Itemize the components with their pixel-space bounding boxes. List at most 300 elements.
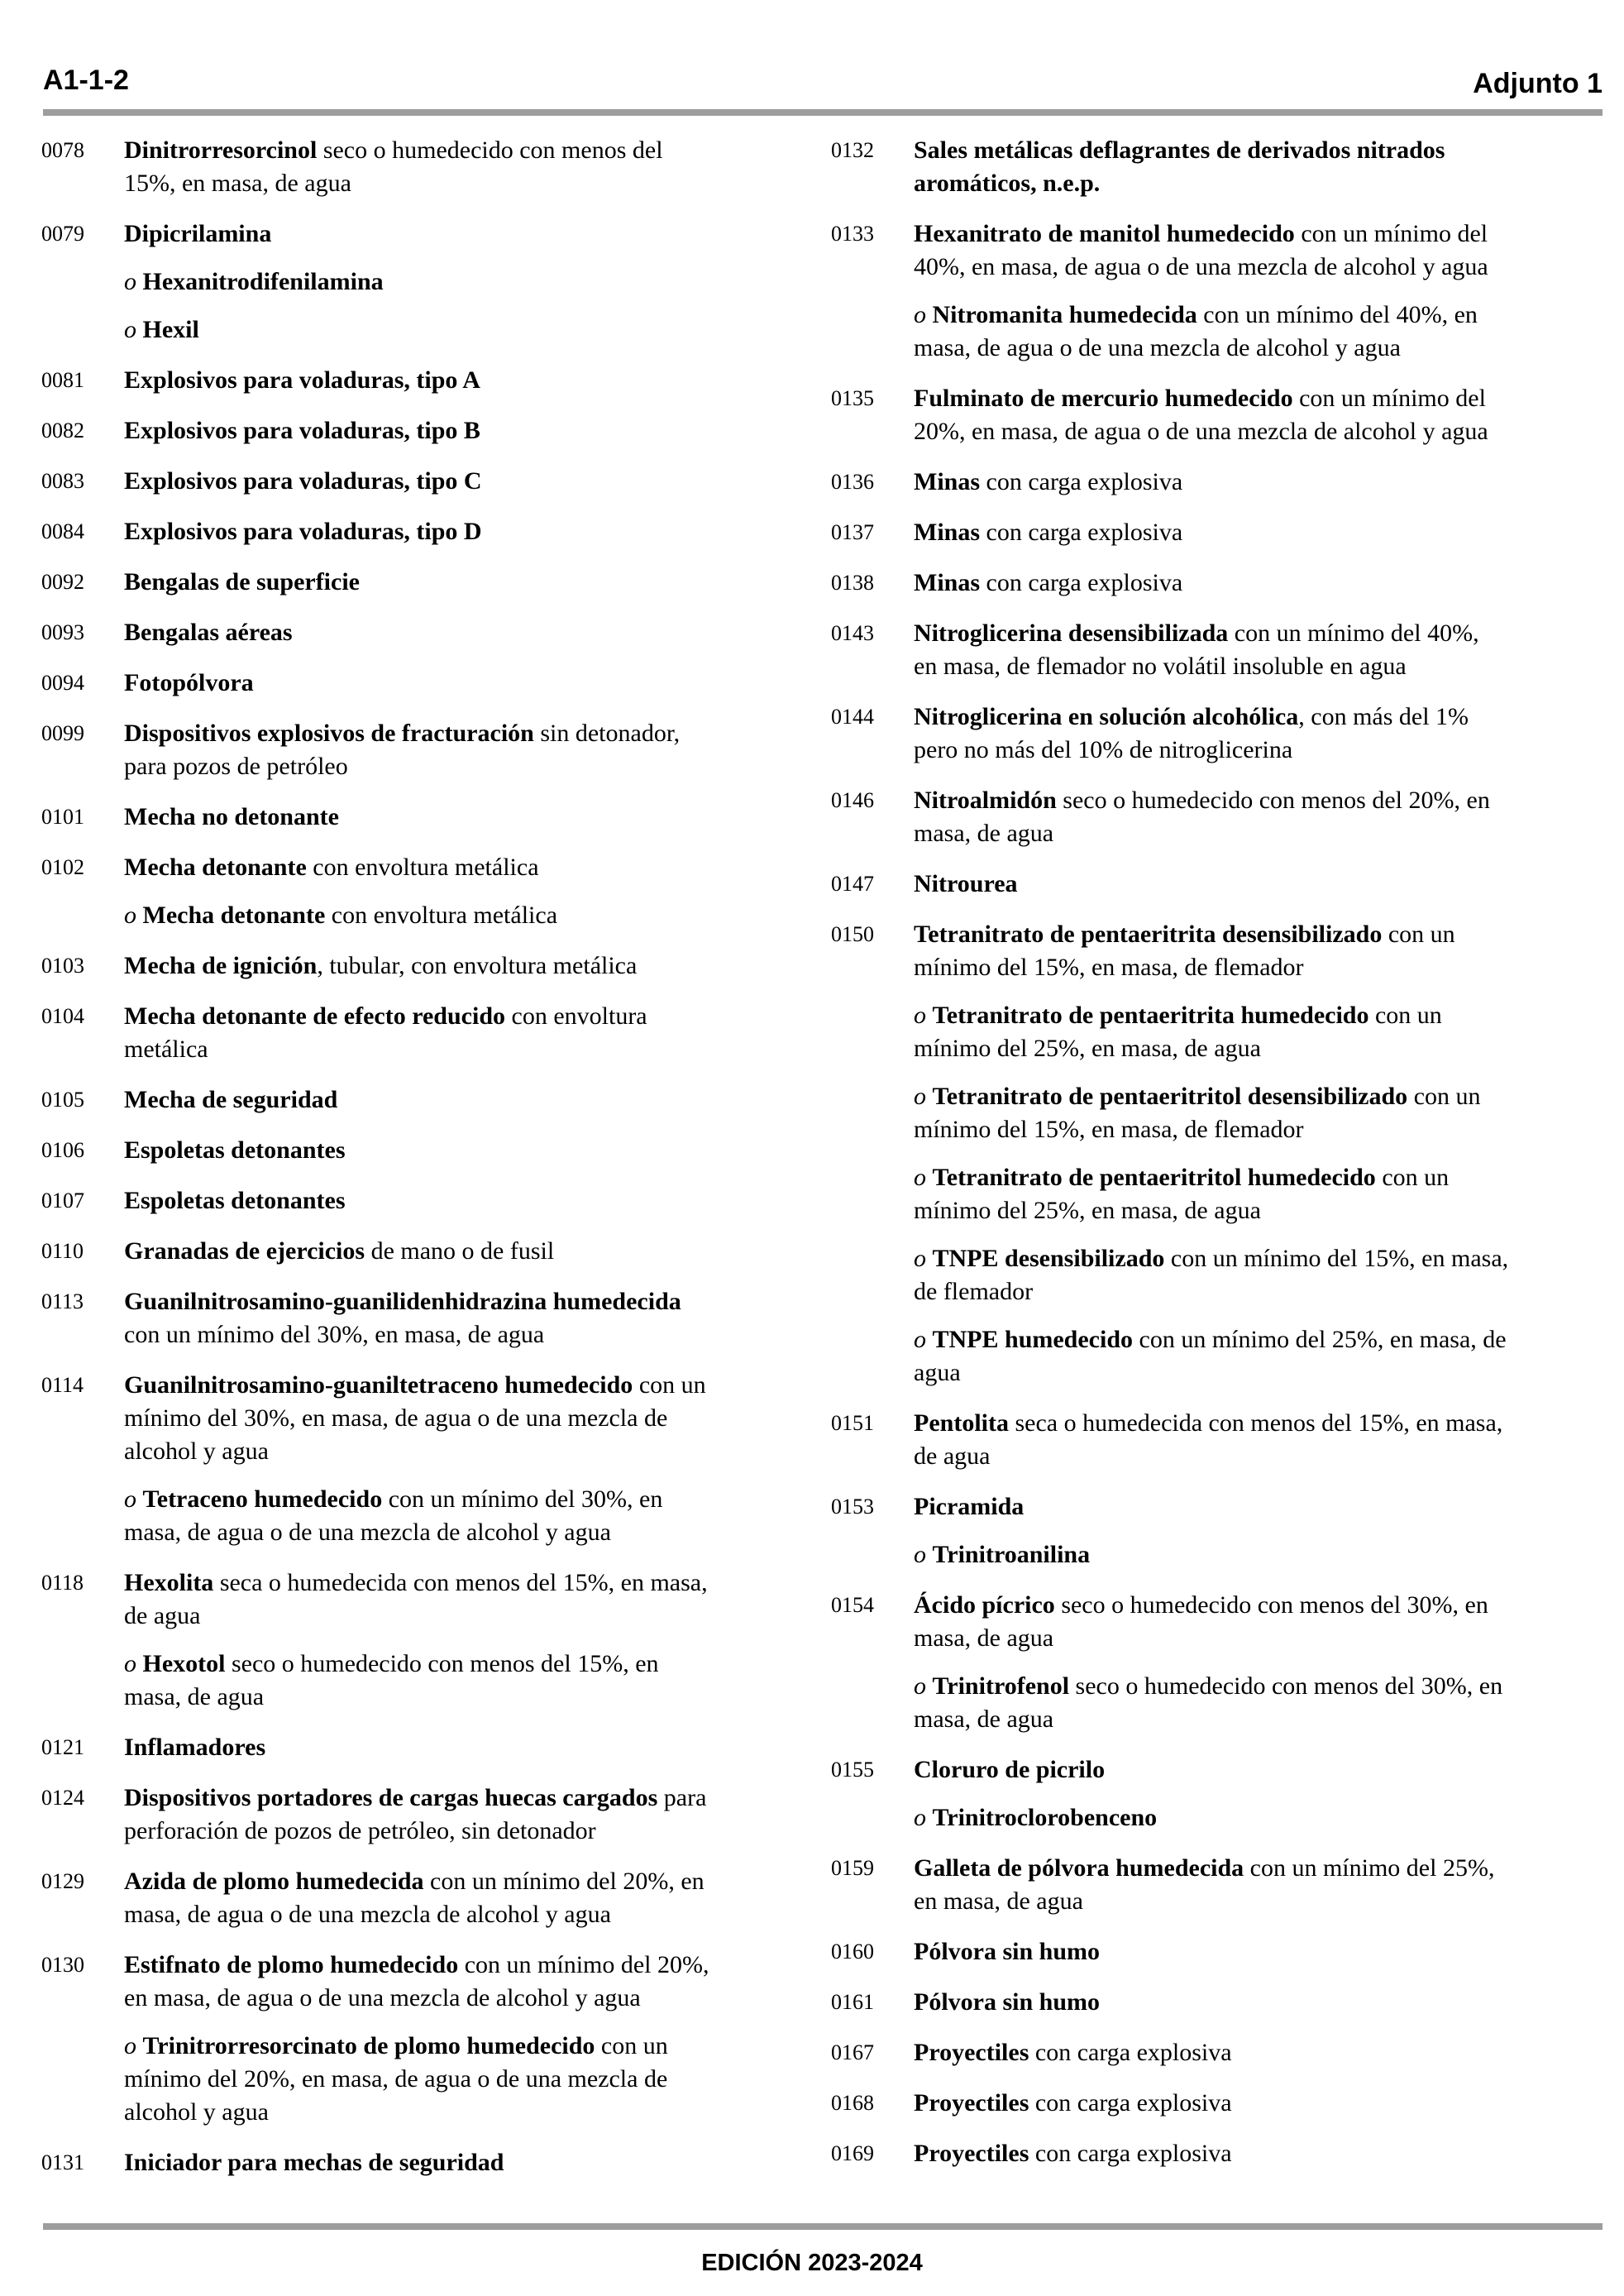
substance-description: con un mínimo del 20%, [458,1951,709,1978]
entry-body [914,1753,1592,1834]
un-number: 0167 [831,2040,874,2064]
substance-description: 40%, en masa, de agua o de una mezcla de alcohol y agua [914,253,1488,280]
substance-description: masa, de agua [914,1705,1054,1733]
entry-line [124,2096,794,2129]
substance-description: con un mínimo del 30%, en [382,1485,663,1513]
appendix-label: Adjunto 1 [1473,68,1603,99]
entry-line [914,1538,1592,1571]
un-number: 0099 [41,721,84,745]
substance-description: con un [595,2032,668,2059]
un-entry [41,1949,794,2129]
un-entry [831,2087,1592,2120]
substance-description: de agua [124,1602,201,1629]
entry-line [914,299,1592,332]
entry-line [124,2030,794,2063]
substance-description: en masa, de agua o de una mezcla de alcohol y agua [124,1984,641,2011]
entry-line [124,1567,794,1600]
un-number: 0160 [831,1940,874,1964]
substance-description: metálica [124,1036,208,1063]
un-number: 0168 [831,2091,874,2115]
entry-line [124,1865,794,1898]
un-entry [831,1852,1592,1918]
un-number: 0082 [41,419,84,442]
substance-name: Mecha detonante [142,902,326,929]
substance-name: Tetranitrato de pentaeritrita desensibilizado [914,921,1383,948]
entry-body [124,1949,794,2129]
entry-line [914,918,1592,951]
substance-description: con envoltura metálica [325,902,558,929]
left-column [41,134,794,2197]
un-number: 0136 [831,470,874,494]
entry-line [914,415,1592,448]
un-entry [41,1184,794,1217]
entry-body [124,566,794,599]
substance-description: en masa, de agua [914,1887,1083,1915]
substance-name: Ácido pícrico [914,1591,1055,1619]
entry-line [914,382,1592,415]
alternative-marker: o [914,301,933,328]
entry-line [914,617,1592,650]
entry-body [124,414,794,447]
alternative-name [914,1161,1592,1227]
entry-line [124,1235,794,1268]
entry-line [914,516,1592,549]
entry-line [914,332,1592,365]
entry-line [124,1815,794,1848]
un-entry [831,868,1592,901]
edition-footer: EDICIÓN 2023-2024 [701,2250,923,2276]
entry-body [124,515,794,548]
entry-line [124,265,794,299]
substance-name: Tetranitrato de pentaeritritol humedecido [932,1164,1376,1191]
un-number: 0121 [41,1735,84,1759]
entry-line [124,313,794,347]
un-entry [831,516,1592,549]
un-number: 0137 [831,520,874,544]
entry-line [914,1356,1592,1390]
alternative-name [124,313,794,347]
substance-name: Estifnato de plomo humedecido [124,1951,459,1978]
entry-line [914,1275,1592,1308]
entry-line [124,1982,794,2015]
entry-body [124,616,794,649]
un-entry [41,566,794,599]
substance-description: sin detonador, [533,720,681,747]
entry-body [914,466,1592,499]
entry-body [124,1235,794,1268]
entry-line [914,567,1592,600]
un-number: 0132 [831,138,874,162]
entry-body [914,918,1592,1390]
substance-name: Trinitroclorobenceno [932,1804,1158,1831]
un-number: 0101 [41,805,84,829]
entry-line [124,899,794,932]
substance-description: con un mínimo del 15%, en masa, [1164,1245,1509,1272]
entry-line [124,566,794,599]
substance-name: Explosivos para voladuras, tipo B [124,417,480,444]
section-code: A1-1-2 [43,65,129,96]
substance-description: con carga explosiva [1029,2039,1232,2066]
entry-body [124,1285,794,1351]
un-entry [41,414,794,447]
substance-description: seca o humedecida con menos del 15%, en masa, [1008,1409,1503,1437]
substance-description: seco o humedecido con menos del 30%, en [1054,1591,1488,1619]
substance-name: Explosivos para voladuras, tipo C [124,467,482,495]
substance-description: con carga explosiva [980,569,1183,596]
entry-line [124,414,794,447]
un-entry [831,382,1592,448]
entry-line [914,1440,1592,1473]
substance-name: Minas [914,519,981,546]
entry-line [914,1323,1592,1356]
entry-body [124,218,794,347]
entry-body [914,1490,1592,1571]
substance-description: masa, de agua [914,1624,1054,1652]
substance-name: Explosivos para voladuras, tipo A [124,366,480,394]
alternative-marker: o [124,2032,143,2059]
entry-line [914,2036,1592,2069]
alternative-marker: o [124,902,143,929]
alternative-name [124,899,794,932]
substance-description: mínimo del 25%, en masa, de agua [914,1197,1261,1224]
substance-description: con un mínimo del 20%, en [423,1868,705,1895]
substance-name: Dispositivos explosivos de fracturación [124,720,534,747]
substance-name: Dipicrilamina [124,220,272,247]
un-entry [831,784,1592,850]
un-entry [41,1731,794,1764]
un-entry [41,851,794,932]
alternative-marker: o [914,1326,933,1353]
substance-description: para [657,1784,707,1811]
substance-name: Hexotol [142,1650,226,1677]
substance-description: con carga explosiva [1029,2089,1232,2117]
substance-name: Fotopólvora [124,669,254,696]
substance-description: seco o humedecido con menos del [317,136,663,164]
substance-name: Mecha de ignición [124,952,318,979]
entry-line [124,1184,794,1217]
entry-body [124,1731,794,1764]
un-entry [41,134,794,200]
un-number: 0103 [41,954,84,978]
entry-line [914,1407,1592,1440]
substance-name: Pólvora sin humo [914,1988,1101,2016]
entry-line [124,2146,794,2179]
entry-body [914,2137,1592,2170]
entry-line [124,1435,794,1468]
substance-description: seco o humedecido con menos del 20%, en [1056,787,1490,814]
un-entry [41,717,794,783]
substance-name: Nitromanita humedecida [932,301,1197,328]
entry-line [914,1622,1592,1655]
substance-name: Explosivos para voladuras, tipo D [124,518,482,545]
substance-description: 15%, en masa, de agua [124,170,351,197]
un-number: 0143 [831,621,874,645]
substance-description: con un [633,1371,706,1399]
entry-line [124,218,794,251]
entry-body [124,717,794,783]
substance-description: con un [1407,1083,1481,1110]
entry-line [914,251,1592,284]
substance-name: Dinitrorresorcinol [124,136,318,164]
substance-description: con envoltura [505,1002,647,1030]
substance-name: Hexanitrato de manitol humedecido [914,220,1295,247]
substance-description: con carga explosiva [980,519,1183,546]
alternative-marker: o [914,1804,933,1831]
entry-line [914,701,1592,734]
un-number: 0124 [41,1786,84,1810]
entry-line [124,1083,794,1117]
substance-name: Espoletas detonantes [124,1136,346,1164]
un-entry [831,1986,1592,2019]
entry-body [914,382,1592,448]
substance-description: con carga explosiva [980,468,1183,495]
entry-body [914,701,1592,767]
un-number: 0131 [41,2150,84,2174]
substance-description: con un [1382,921,1455,948]
entry-line [914,1852,1592,1885]
entry-line [124,1000,794,1033]
substance-description: 20%, en masa, de agua o de una mezcla de alcohol y agua [914,418,1488,445]
substance-name: Hexanitrodifenilamina [142,268,384,295]
entry-line [124,1949,794,1982]
substance-description: con carga explosiva [1029,2140,1232,2167]
entry-line [124,1600,794,1633]
substance-name: Hexolita [124,1569,214,1596]
entry-body [914,134,1592,200]
entry-line [914,1242,1592,1275]
un-number: 0154 [831,1593,874,1617]
substance-description: mínimo del 25%, en masa, de agua [914,1035,1261,1062]
substance-description: seco o humedecido con menos del 15%, en [225,1650,659,1677]
un-number: 0155 [831,1758,874,1782]
substance-name: Nitroalmidón [914,787,1057,814]
substance-name: Trinitroanilina [932,1541,1091,1568]
alternative-marker: o [914,1541,933,1568]
alternative-name [124,1648,794,1714]
un-number: 0151 [831,1411,874,1435]
entry-body [914,1852,1592,1918]
substance-name: Cloruro de picrilo [914,1756,1106,1783]
substance-description: para pozos de petróleo [124,753,348,780]
entry-body [124,1184,794,1217]
entry-body [124,2146,794,2179]
substance-description: con un [1368,1002,1442,1029]
header-divider [43,109,1603,116]
entry-body [124,1369,794,1549]
un-entry [831,2137,1592,2170]
entry-body [124,1000,794,1066]
alternative-name [914,1242,1592,1308]
substance-description: con un mínimo del 40%, en [1197,301,1478,328]
entry-body [914,784,1592,850]
substance-description: agua [914,1359,961,1386]
footer-divider [43,2223,1603,2230]
substance-name: Nitroglicerina en solución alcohólica [914,703,1299,730]
un-entry [41,515,794,548]
substance-description: con un mínimo del [1292,385,1486,412]
alternative-marker: o [124,1485,143,1513]
un-number: 0118 [41,1571,84,1595]
substance-description: con un mínimo del 40%, [1228,619,1479,647]
substance-name: aromáticos, n.e.p. [914,170,1101,197]
un-entry [41,2146,794,2179]
un-number: 0078 [41,138,84,162]
entry-line [914,2137,1592,2170]
entry-line [124,1483,794,1516]
substance-description: mínimo del 30%, en masa, de agua o de una mezcla de [124,1404,668,1432]
un-entry [831,567,1592,600]
substance-name: Picramida [914,1493,1025,1520]
un-entry [831,466,1592,499]
un-entry [831,1753,1592,1834]
substance-name: Granadas de ejercicios [124,1237,365,1265]
substance-description: seca o humedecida con menos del 15%, en masa, [213,1569,708,1596]
un-entry [41,218,794,347]
un-entry [831,1490,1592,1571]
entry-line [914,1885,1592,1918]
alternative-marker: o [124,316,143,343]
substance-name: Tetranitrato de pentaeritritol desensibilizado [932,1083,1408,1110]
entry-body [914,218,1592,365]
entry-body [914,1935,1592,1968]
entry-line [124,851,794,884]
substance-name: Pólvora sin humo [914,1938,1101,1965]
entry-line [914,1194,1592,1227]
entry-line [124,1681,794,1714]
un-entry [831,918,1592,1390]
entry-line [124,1516,794,1549]
entry-line [914,2087,1592,2120]
entry-body [124,1083,794,1117]
entry-line [124,667,794,700]
substance-description: en masa, de flemador no volátil insoluble en agua [914,653,1407,680]
substance-description: , con más del 1% [1298,703,1469,730]
un-number: 0146 [831,788,874,812]
un-entry [831,218,1592,365]
entry-line [124,750,794,783]
entry-line [914,1032,1592,1065]
un-entry [41,1865,794,1931]
substance-name: Galleta de pólvora humedecida [914,1854,1244,1882]
un-entry [41,1000,794,1066]
un-entry [41,465,794,498]
right-column [831,134,1592,2188]
substance-description: con un mínimo del 30%, en masa, de agua [124,1321,545,1348]
un-number: 0084 [41,519,84,543]
un-number: 0093 [41,620,84,644]
entry-line [124,134,794,167]
entry-line [124,515,794,548]
substance-description: con un [1375,1164,1450,1191]
entry-line [124,1285,794,1318]
substance-description: perforación de pozos de petróleo, sin detonador [124,1817,596,1844]
entry-line [914,784,1592,817]
entry-line [914,218,1592,251]
substance-description: alcohol y agua [124,1437,269,1465]
entry-body [124,1134,794,1167]
substance-name: Tetranitrato de pentaeritrita humedecido [932,1002,1369,1029]
entry-body [124,465,794,498]
entry-line [914,1753,1592,1787]
substance-description: alcohol y agua [124,2098,269,2126]
alternative-marker: o [124,1650,143,1677]
entry-body [124,1865,794,1931]
alternative-name [914,999,1592,1065]
un-number: 0110 [41,1239,84,1263]
un-entry [41,1235,794,1268]
substance-name: Trinitrofenol [932,1672,1070,1700]
un-entry [41,1567,794,1714]
entry-body [914,1589,1592,1736]
entry-line [914,1161,1592,1194]
substance-name: Mecha de seguridad [124,1086,338,1113]
un-entry [41,667,794,700]
substance-description: con envoltura metálica [306,854,539,881]
entry-body [914,567,1592,600]
un-number: 0169 [831,2141,874,2165]
un-entry [41,1134,794,1167]
substance-name: Mecha detonante [124,854,307,881]
substance-name: Tetraceno humedecido [142,1485,383,1513]
un-entry [831,701,1592,767]
substance-description: masa, de agua [124,1683,265,1710]
entry-body [914,868,1592,901]
un-entry [831,1407,1592,1473]
un-number: 0092 [41,570,84,594]
substance-description: pero no más del 10% de nitroglicerina [914,736,1293,763]
alternative-name [914,1080,1592,1146]
alternative-name [124,2030,794,2129]
entry-line [124,1731,794,1764]
un-entry [41,1782,794,1848]
un-entry [831,617,1592,683]
substance-name: Guanilnitrosamino-guanilidenhidrazina humedecida [124,1288,681,1315]
entry-body [124,801,794,834]
substance-name: Proyectiles [914,2140,1029,2167]
entry-line [914,1703,1592,1736]
entry-line [914,650,1592,683]
entry-body [914,617,1592,683]
substance-description: , tubular, con envoltura metálica [317,952,638,979]
un-entry [41,1285,794,1351]
un-number: 0161 [831,1990,874,2014]
un-number: 0153 [831,1495,874,1519]
entry-line [914,466,1592,499]
entry-line [914,1490,1592,1523]
alternative-name [914,1538,1592,1571]
substance-description: masa, de agua o de una mezcla de alcohol y agua [124,1519,611,1546]
alternative-name [914,1323,1592,1390]
substance-description: masa, de agua o de una mezcla de alcohol y agua [914,334,1401,361]
un-number: 0133 [831,222,874,246]
substance-description: de agua [914,1442,991,1470]
alternative-name [914,1670,1592,1736]
entry-line [124,1134,794,1167]
alternative-marker: o [914,1672,933,1700]
un-entry [41,1083,794,1117]
un-number: 0129 [41,1869,84,1893]
entry-line [914,734,1592,767]
substance-description: seco o humedecido con menos del 30%, en [1069,1672,1503,1700]
substance-name: Guanilnitrosamino-guaniltetraceno humedecido [124,1371,633,1399]
entry-line [914,1986,1592,2019]
entry-body [914,516,1592,549]
alternative-marker: o [914,1164,933,1191]
substance-description: con un mínimo del 25%, [1244,1854,1495,1882]
un-number: 0144 [831,705,874,729]
alternative-marker: o [914,1083,933,1110]
un-entry [831,1935,1592,1968]
